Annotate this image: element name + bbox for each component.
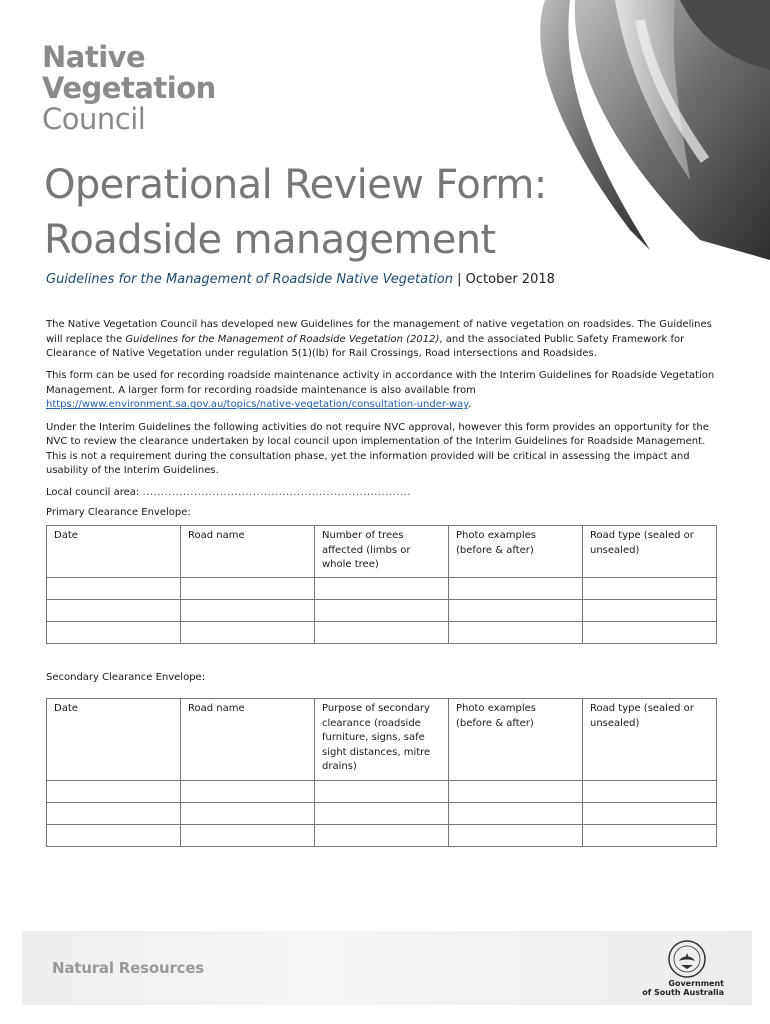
- table-cell[interactable]: [181, 622, 315, 644]
- table-cell[interactable]: [181, 803, 315, 825]
- table-header-row: [47, 699, 717, 781]
- paragraph-3: Under the Interim Guidelines the following activities do not require NVC approval, however this form provides an opportunity for the NVC to review the clearance undertaken by local council upon implementation of the Interim Guidelines for Roadside Management. This is not a requirement during the consultation phase, yet the information provided will be critical in assessing the impact and usability of the Interim Guidelines.: [46, 421, 709, 477]
- p2-text-a: This form can be used for recording roadside maintenance activity in accordance with the Interim Guidelines for Roadside Vegetation Management. A larger form for recording roadside maintenance is also available from: [46, 370, 715, 396]
- local-council-label: Local council area:: [46, 487, 143, 499]
- nvc-logo: [42, 42, 216, 135]
- table-cell[interactable]: [315, 781, 449, 803]
- gov-line-2: of South Australia: [642, 988, 724, 997]
- header-road-name: Road name: [181, 526, 315, 578]
- table-cell[interactable]: [47, 622, 181, 644]
- gov-line-1: Government: [668, 979, 724, 988]
- primary-clearance-label: Primary Clearance Envelope:: [46, 507, 191, 518]
- table-cell[interactable]: [583, 600, 717, 622]
- table-cell[interactable]: [315, 803, 449, 825]
- paragraph-1: [46, 318, 718, 362]
- table-cell[interactable]: [449, 803, 583, 825]
- table-cell[interactable]: [47, 803, 181, 825]
- table-cell[interactable]: [449, 781, 583, 803]
- table-row[interactable]: [47, 622, 717, 644]
- p1-text-b: , and the associated Public Safety Framework for Clearance of Native Vegetation under regulation 5(1)(lb) for Rail Crossings, Road intersections and Roadsides.: [46, 333, 685, 360]
- page-subtitle: [46, 272, 555, 287]
- header-road-name: Road name: [181, 699, 315, 781]
- table-cell[interactable]: [47, 578, 181, 600]
- table-cell[interactable]: [47, 600, 181, 622]
- table-cell[interactable]: [583, 803, 717, 825]
- table-header-row: [47, 526, 717, 578]
- header-photo-examples: Photo examples (before & after): [449, 699, 583, 781]
- secondary-clearance-table: [46, 698, 717, 847]
- table-cell[interactable]: [583, 825, 717, 847]
- page-title: [44, 158, 547, 268]
- table-row[interactable]: [47, 803, 717, 825]
- table-cell[interactable]: [47, 825, 181, 847]
- primary-clearance-table: [46, 525, 717, 644]
- table-cell[interactable]: [181, 600, 315, 622]
- header-date: Date: [47, 526, 181, 578]
- table-cell[interactable]: [181, 781, 315, 803]
- table-cell[interactable]: [315, 578, 449, 600]
- header-road-type: Road type (sealed or unsealed): [583, 526, 717, 578]
- table-row[interactable]: [47, 578, 717, 600]
- consultation-link[interactable]: https://www.environment.sa.gov.au/topics/native-vegetation/consultation-under-way: [46, 399, 468, 411]
- header-road-type: Road type (sealed or unsealed): [583, 699, 717, 781]
- table-cell[interactable]: [181, 825, 315, 847]
- table-cell[interactable]: [583, 578, 717, 600]
- secondary-clearance-label: Secondary Clearance Envelope:: [46, 672, 206, 683]
- local-council-dots: .........................................................................: [142, 487, 412, 499]
- sa-government-crest-icon: [667, 939, 707, 979]
- header-photo-examples: Photo examples (before & after): [449, 526, 583, 578]
- logo-line-native: Native: [42, 40, 146, 74]
- p1-text-a: The Native Vegetation Council has developed new Guidelines for the management of native vegetation on roadsides. The Guidelines will replace the: [46, 319, 712, 345]
- subtitle-italic: Guidelines for the Management of Roadside Native Vegetation: [46, 272, 453, 287]
- corner-photo-art: [530, 0, 770, 260]
- p2-text-b: .: [467, 399, 471, 411]
- natural-resources-logo: Natural Resources: [52, 959, 205, 977]
- table-cell[interactable]: [449, 600, 583, 622]
- table-cell[interactable]: [449, 622, 583, 644]
- header-number-of-trees: Number of trees affected (limbs or whole tree): [315, 526, 449, 578]
- title-line-2: Roadside management: [44, 217, 496, 263]
- table-cell[interactable]: [583, 622, 717, 644]
- p1-italic: Guidelines for the Management of Roadside Vegetation (2012): [125, 333, 440, 345]
- table-cell[interactable]: [315, 825, 449, 847]
- table-row[interactable]: [47, 781, 717, 803]
- intro-text: [46, 318, 718, 509]
- table-cell[interactable]: [449, 825, 583, 847]
- logo-line-vegetation: Vegetation: [42, 71, 216, 105]
- subtitle-date: | October 2018: [453, 272, 555, 287]
- paragraph-2: [46, 369, 718, 413]
- government-of-sa-text: [642, 979, 724, 997]
- table-cell[interactable]: [583, 781, 717, 803]
- table-cell[interactable]: [449, 578, 583, 600]
- table-cell[interactable]: [315, 600, 449, 622]
- header-purpose-secondary: Purpose of secondary clearance (roadside furniture, signs, safe sight distances, mitre drains): [315, 699, 449, 781]
- table-row[interactable]: [47, 825, 717, 847]
- table-cell[interactable]: [181, 578, 315, 600]
- table-cell[interactable]: [315, 622, 449, 644]
- table-row[interactable]: [47, 600, 717, 622]
- local-council-field[interactable]: [46, 486, 718, 501]
- table-cell[interactable]: [47, 781, 181, 803]
- footer-banner: [22, 931, 752, 1005]
- logo-line-council: Council: [42, 102, 146, 136]
- header-date: Date: [47, 699, 181, 781]
- title-line-1: Operational Review Form:: [44, 162, 547, 208]
